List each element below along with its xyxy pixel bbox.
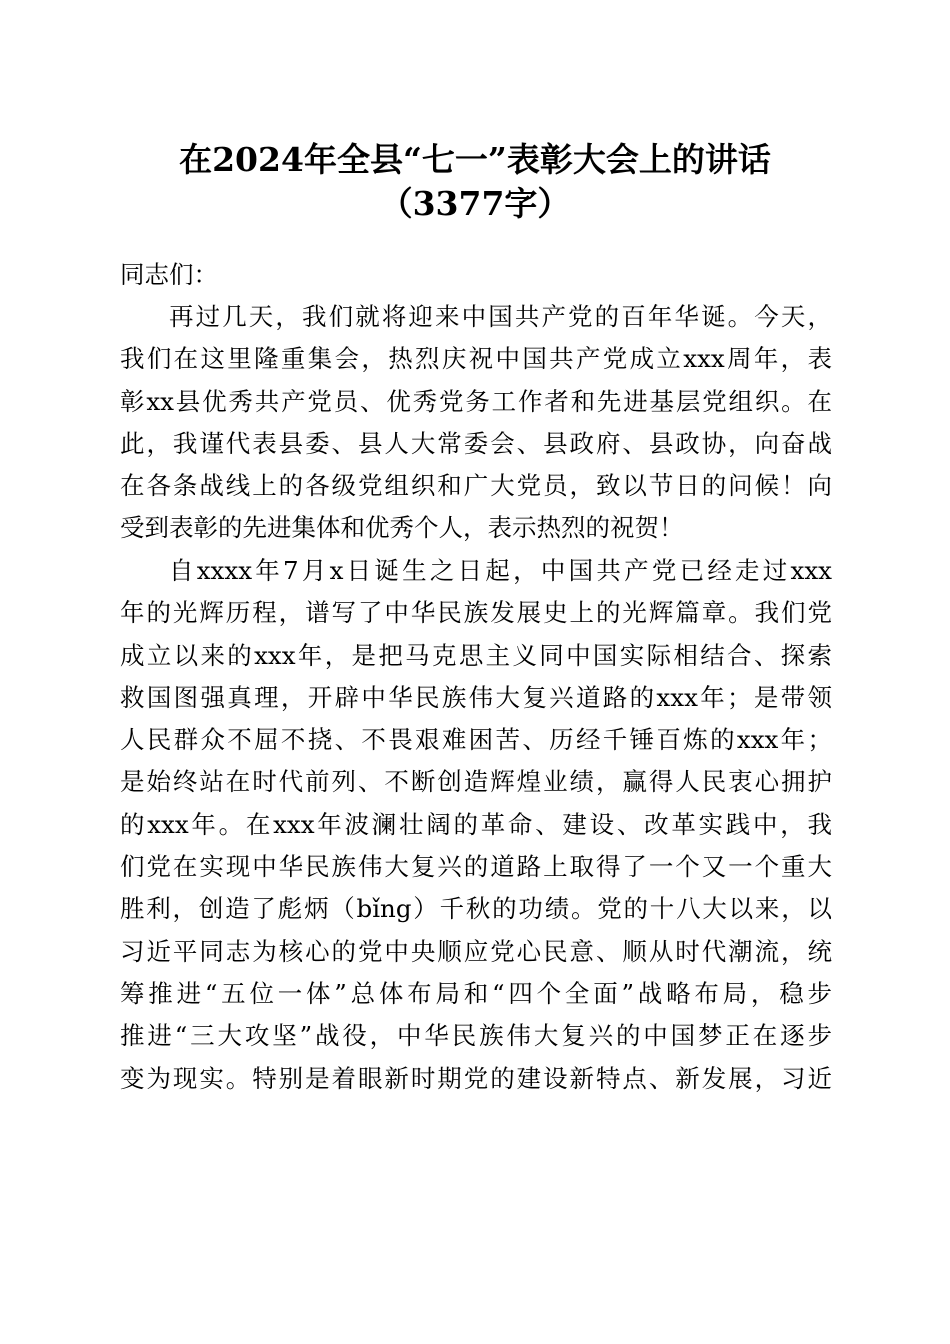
- paragraph-line: 习近平同志为核心的党中央顺应党心民意、顺从时代潮流，统: [120, 936, 832, 966]
- paragraph-line: 推进“三大攻坚”战役，中华民族伟大复兴的中国梦正在逐步: [120, 1021, 832, 1051]
- paragraph-line: 救国图强真理，开辟中华民族伟大复兴道路的xxx年；是带领: [120, 682, 832, 712]
- paragraph-line: 是始终站在时代前列、不断创造辉煌业绩，赢得人民衷心拥护: [120, 767, 832, 797]
- paragraph-line: 成立以来的xxx年，是把马克思主义同中国实际相结合、探索: [120, 640, 832, 670]
- document-title-wordcount: （3377字）: [379, 184, 571, 223]
- paragraph-line: 自xxxx年7月x日诞生之日起，中国共产党已经走过xxx: [169, 556, 832, 585]
- paragraph-line: 年的光辉历程，谱写了中华民族发展史上的光辉篇章。我们党: [120, 598, 832, 628]
- paragraph-line: 再过几天，我们就将迎来中国共产党的百年华诞。今天，: [169, 302, 832, 331]
- paragraph-line: 彰xx县优秀共产党员、优秀党务工作者和先进基层党组织。在: [120, 386, 832, 416]
- paragraph-line: 我们在这里隆重集会，热烈庆祝中国共产党成立xxx周年，表: [120, 344, 832, 374]
- paragraph-line: 人民群众不屈不挠、不畏艰难困苦、历经千锤百炼的xxx年；: [120, 725, 832, 755]
- paragraph-1: [120, 296, 832, 550]
- paragraph-line: 此，我谨代表县委、县人大常委会、县政府、县政协，向奋战: [120, 428, 832, 458]
- paragraph-2: [120, 550, 832, 1100]
- greeting: 同志们：: [120, 260, 218, 289]
- document-title: 在2024年全县“七一”表彰大会上的讲话: [179, 140, 771, 179]
- paragraph-line: 胜利，创造了彪炳（bǐng）千秋的功绩。党的十八大以来，以: [120, 894, 832, 924]
- paragraph-line: 们党在实现中华民族伟大复兴的道路上取得了一个又一个重大: [120, 852, 832, 882]
- paragraph-line: 筹推进“五位一体”总体布局和“四个全面”战略布局，稳步: [120, 978, 832, 1008]
- paragraph-line: 变为现实。特别是着眼新时期党的建设新特点、新发展，习近: [120, 1063, 832, 1093]
- paragraph-line: 的xxx年。在xxx年波澜壮阔的革命、建设、改革实践中，我: [120, 809, 832, 839]
- paragraph-line: 受到表彰的先进集体和优秀个人，表示热烈的祝贺！: [120, 513, 684, 543]
- paragraph-line: 在各条战线上的各级党组织和广大党员，致以节日的问候！向: [120, 471, 832, 501]
